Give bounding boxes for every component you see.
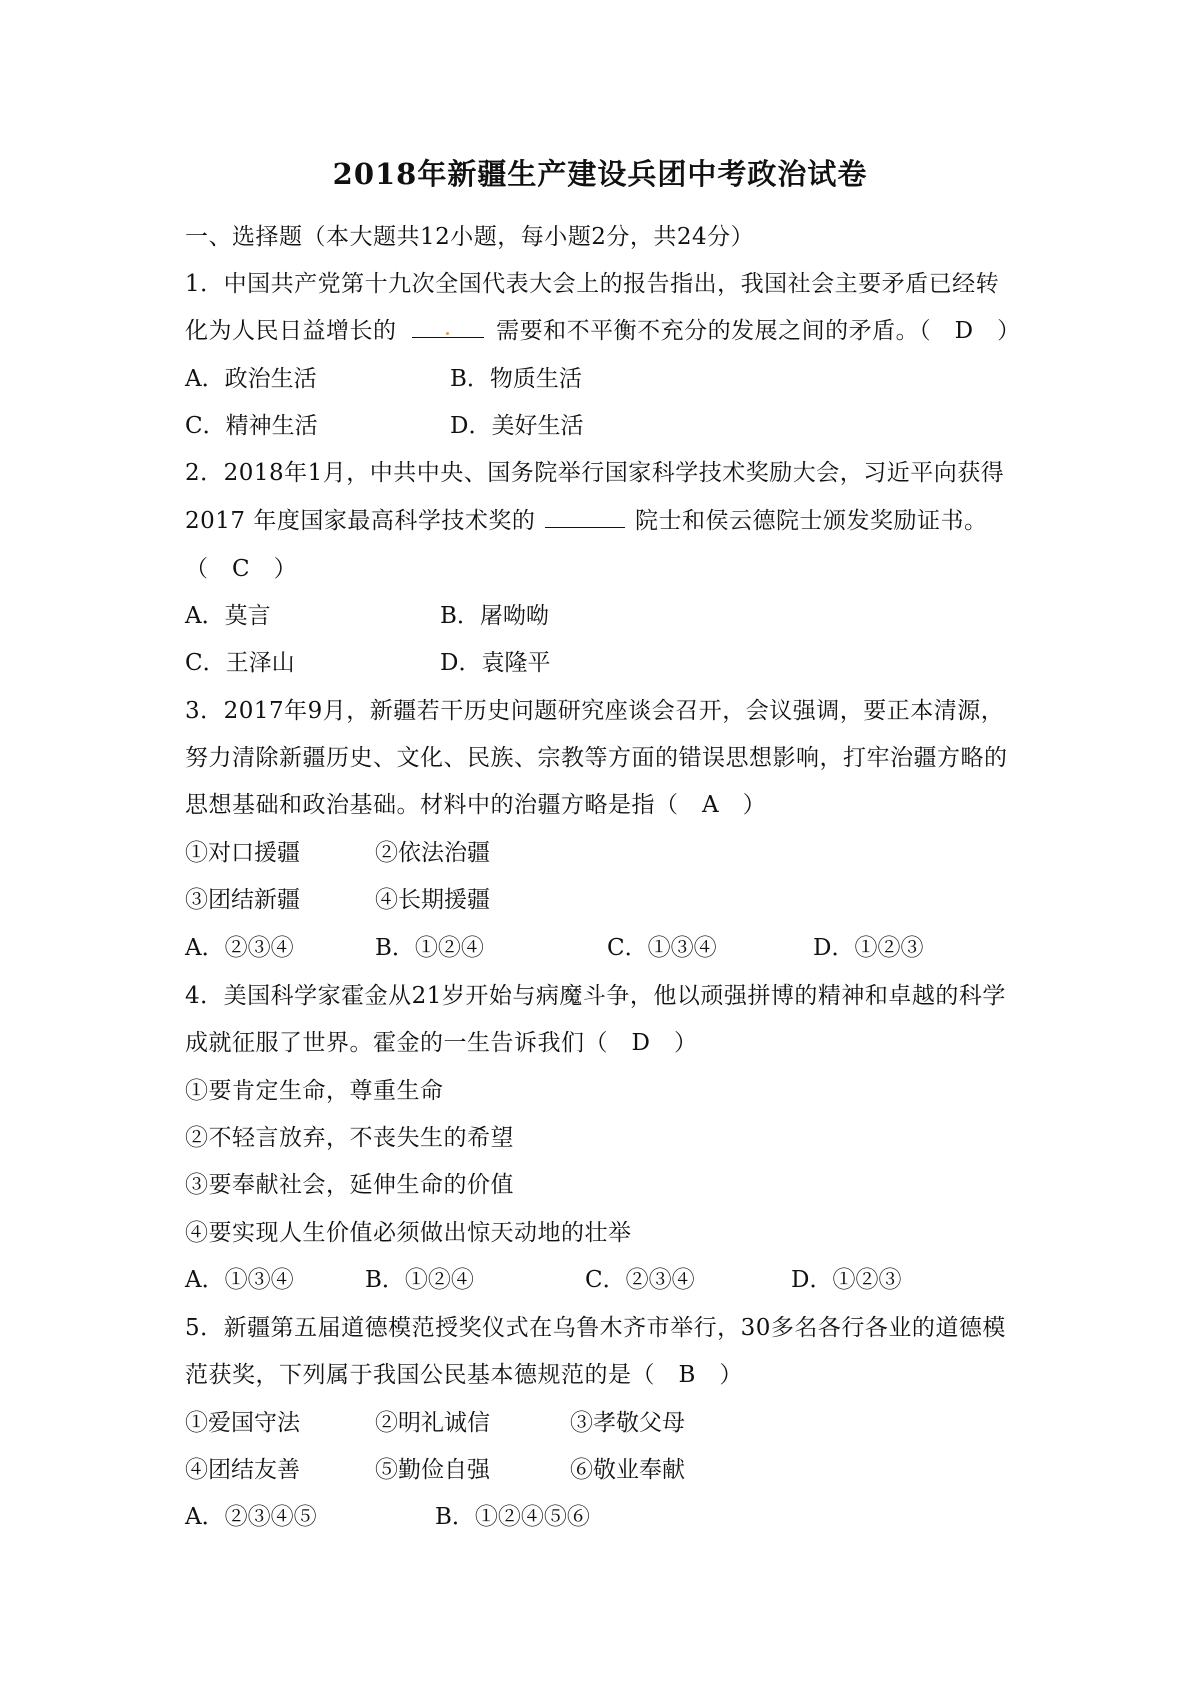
q3-line-2: 努力清除新疆历史、文化、民族、宗教等方面的错误思想影响，打牢治疆方略的 [185, 745, 1008, 771]
q1-options-row-2 [185, 407, 1035, 437]
q5-items-row-1 [185, 1404, 1035, 1434]
q2-line-2-a: 2017 年度国家最高科学技术奖的 [185, 508, 536, 534]
q4-option-c: C．②③④ [585, 1267, 695, 1293]
q3-option-c: C．①③④ [607, 935, 717, 961]
q2-option-a: A．莫言 [185, 603, 271, 629]
exam-title: 2018年新疆生产建设兵团中考政治试卷 [332, 157, 868, 191]
q4-option-b: B．①②④ [365, 1267, 474, 1293]
q2-answer-blank [545, 507, 625, 528]
q3-option-d: D．①②③ [813, 935, 924, 961]
q2-line-3: （ C ） [185, 556, 298, 582]
q3-options-row [185, 929, 1035, 959]
q1-option-d: D．美好生活 [450, 413, 584, 439]
q2-option-c: C．王泽山 [185, 650, 295, 676]
q1-line-2-b: 需要和不平衡不充分的发展之间的矛盾。（ D ） [496, 318, 1021, 344]
q5-item-5: ⑤勤俭自强 [375, 1457, 490, 1483]
q2-line-2 [185, 502, 987, 535]
q1-option-a: A．政治生活 [185, 366, 317, 392]
q3-item-4: ④长期援疆 [375, 887, 490, 913]
q2-option-b: B．屠呦呦 [440, 603, 549, 629]
q5-item-2: ②明礼诚信 [375, 1410, 490, 1436]
q5-items-row-2 [185, 1451, 1035, 1481]
q4-item-3: ③要奉献社会，延伸生命的价值 [185, 1172, 514, 1198]
q2-options-row-2 [185, 644, 1035, 674]
q4-options-row [185, 1261, 1035, 1291]
q2-line-1: 2．2018年1月，中共中央、国务院举行国家科学技术奖励大会，习近平向获得 [185, 460, 1005, 486]
q5-options-row [185, 1498, 1035, 1528]
q3-option-b: B．①②④ [375, 935, 484, 961]
q1-line-1: 1．中国共产党第十九次全国代表大会上的报告指出，我国社会主要矛盾已经转 [185, 271, 1000, 297]
q1-option-c: C．精神生活 [185, 413, 318, 439]
q3-items-row-2 [185, 881, 1035, 911]
q5-line-1: 5．新疆第五届道德模范授奖仪式在乌鲁木齐市举行，30多名各行各业的道德模 [185, 1315, 1006, 1341]
q4-line-2: 成就征服了世界。霍金的一生告诉我们（ D ） [185, 1030, 698, 1056]
q2-line-2-b: 院士和侯云德院士颁发奖励证书。 [634, 508, 988, 534]
q2-option-d: D．袁隆平 [440, 650, 551, 676]
q5-item-4: ④团结友善 [185, 1457, 300, 1483]
q4-line-1: 4．美国科学家霍金从21岁开始与病魔斗争，他以顽强拼博的精神和卓越的科学 [185, 983, 1006, 1009]
q4-option-a: A．①③④ [185, 1267, 294, 1293]
q2-options-row-1 [185, 597, 1035, 627]
q3-item-1: ①对口援疆 [185, 840, 300, 866]
q3-option-a: A．②③④ [185, 935, 294, 961]
q1-line-2 [185, 312, 1021, 345]
q1-option-b: B．物质生活 [450, 366, 582, 392]
q4-item-4: ④要实现人生价值必须做出惊天动地的壮举 [185, 1220, 632, 1246]
q5-option-b: B．①②④⑤⑥ [435, 1504, 590, 1530]
q5-option-a: A．②③④⑤ [185, 1504, 317, 1530]
q5-item-3: ③孝敬父母 [570, 1410, 685, 1436]
q3-items-row-1 [185, 834, 1035, 864]
q3-item-3: ③团结新疆 [185, 887, 300, 913]
q1-answer-blank [412, 317, 484, 338]
q4-item-1: ①要肯定生命，尊重生命 [185, 1078, 444, 1104]
q5-item-6: ⑥敬业奉献 [570, 1457, 685, 1483]
section-heading: 一、选择题（本大题共12小题，每小题2分，共24分） [185, 224, 755, 250]
q5-line-2: 范获奖，下列属于我国公民基本德规范的是（ B ） [185, 1362, 743, 1388]
q4-option-d: D．①②③ [791, 1267, 902, 1293]
q1-options-row-1 [185, 360, 1035, 390]
q3-item-2: ②依法治疆 [375, 840, 490, 866]
q4-item-2: ②不轻言放弃，不丧失生的希望 [185, 1125, 514, 1151]
q3-line-3: 思想基础和政治基础。材料中的治疆方略是指（ A ） [185, 792, 767, 818]
q3-line-1: 3．2017年9月，新疆若干历史问题研究座谈会召开，会议强调，要正本清源， [185, 698, 1005, 724]
q5-item-1: ①爱国守法 [185, 1410, 300, 1436]
q1-line-2-a: 化为人民日益增长的 [185, 318, 397, 344]
